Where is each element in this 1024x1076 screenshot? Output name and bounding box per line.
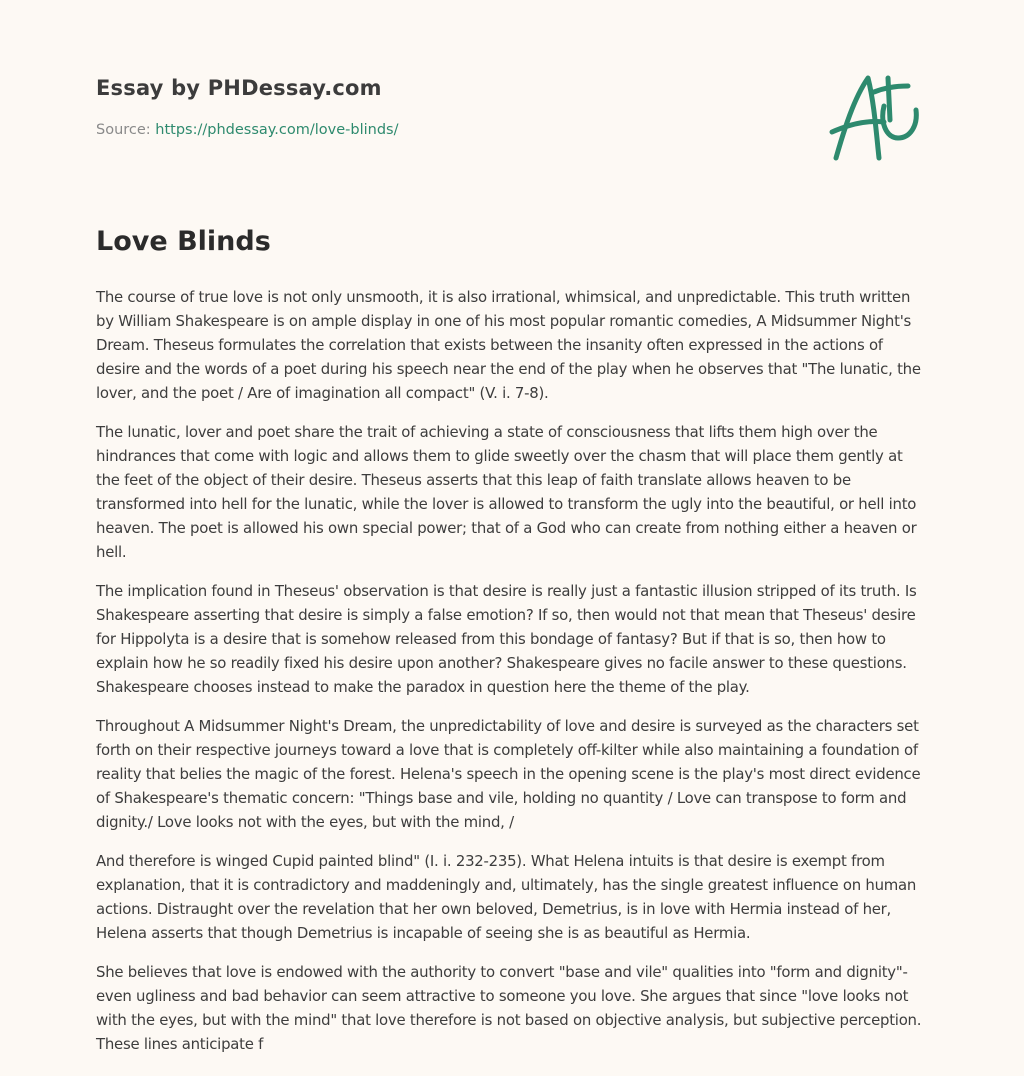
essay-body bbox=[96, 285, 928, 1071]
source-line bbox=[96, 122, 928, 138]
site-title: Essay by PHDessay.com bbox=[96, 76, 382, 100]
essay-title: Love Blinds bbox=[96, 226, 271, 257]
essay-paragraph: The implication found in Theseus' observation is that desire is really just a fantastic illusion stripped of its truth. Is Shakespeare asserting that desire is simply a false emotion? If so, then would not that mean that Theseus' desire for Hippolyta is a desire that is somehow released from this bondage of fantasy? But if that is so, then how to explain how he so readily fixed his desire upon another? Shakespeare gives no facile answer to these questions. Shakespeare chooses instead to make the paradox in question here the theme of the play. bbox=[96, 582, 917, 696]
source-label: Source: bbox=[96, 122, 151, 138]
source-link[interactable]: https://phdessay.com/love-blinds/ bbox=[155, 122, 399, 138]
essay-paragraph: The lunatic, lover and poet share the trait of achieving a state of consciousness that lifts them high over the hindrances that come with logic and allows them to glide sweetly over the chasm that will place them gently at the feet of the object of their desire. Theseus asserts that this leap of faith translate allows heaven to be transformed into hell for the lunatic, while the lover is allowed to transform the ugly into the beautiful, or hell into heaven. The poet is allowed his own special power; that of a God who can create from nothing either a heaven or hell. bbox=[96, 423, 917, 561]
essay-paragraph: The course of true love is not only unsmooth, it is also irrational, whimsical, and unpredictable. This truth written by William Shakespeare is on ample display in one of his most popular romantic comedies, A Midsummer Night's Dream. Theseus formulates the correlation that exists between the insanity often expressed in the actions of desire and the words of a poet during his speech near the end of the play when he observes that "The lunatic, the lover, and the poet / Are of imagination all compact" (V. i. 7-8). bbox=[96, 288, 921, 402]
a-plus-logo-icon bbox=[824, 68, 928, 168]
essay-paragraph: Throughout A Midsummer Night's Dream, the unpredictability of love and desire is surveyed as the characters set forth on their respective journeys toward a love that is completely off-kilter while also maintaining a foundation of reality that belies the magic of the forest. Helena's speech in the opening scene is the play's most direct evidence of Shakespeare's thematic concern: "Things base and vile, holding no quantity / Love can transpose to form and dignity./ Love looks not with the eyes, but with the mind, / bbox=[96, 717, 921, 831]
page-header bbox=[96, 76, 928, 186]
essay-paragraph: And therefore is winged Cupid painted blind" (I. i. 232-235). What Helena intuits is that desire is exempt from explanation, that it is contradictory and maddeningly and, ultimately, has the single greatest influence on human actions. Distraught over the revelation that her own beloved, Demetrius, is in love with Hermia instead of her, Helena asserts that though Demetrius is incapable of seeing she is as beautiful as Hermia. bbox=[96, 852, 917, 942]
essay-paragraph: She believes that love is endowed with the authority to convert "base and vile" qualities into "form and dignity"-even ugliness and bad behavior can seem attractive to someone you love. She argues that since "love looks not with the eyes, but with the mind" that love therefore is not based on objective analysis, but subjective perception. These lines anticipate f bbox=[96, 963, 922, 1053]
